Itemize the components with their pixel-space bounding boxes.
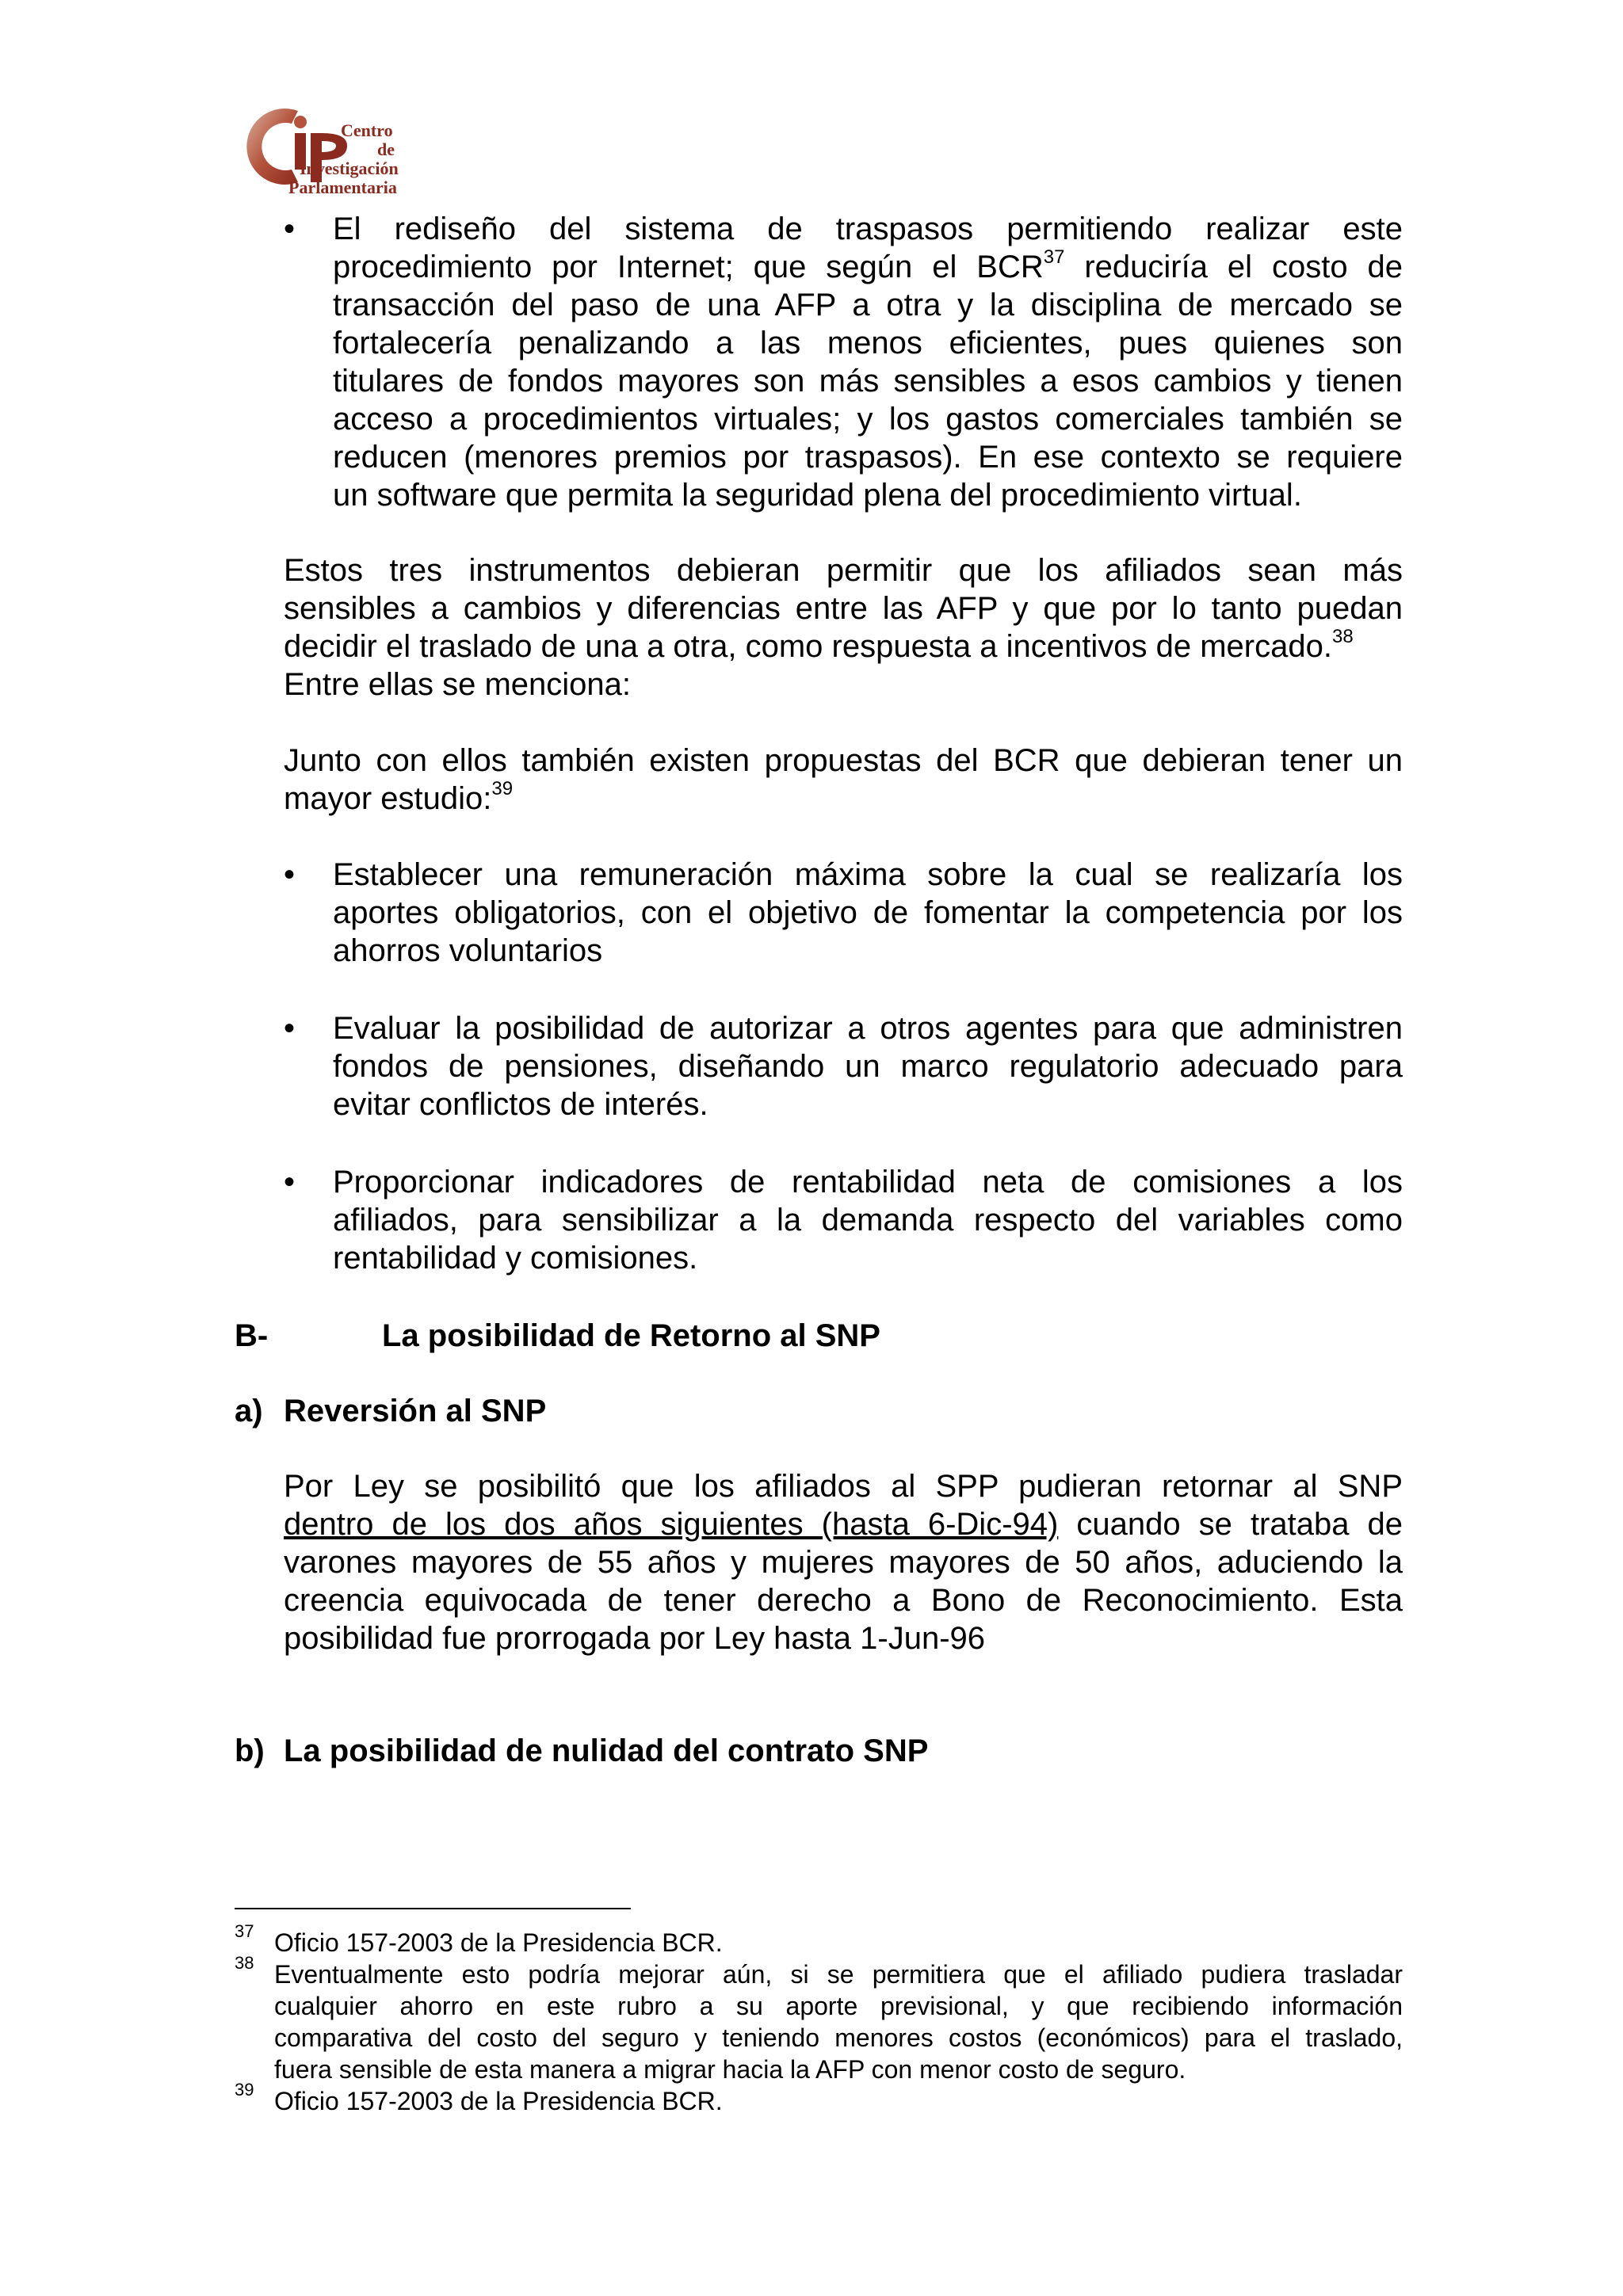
footnote-ref-38[interactable]: 38 <box>1331 626 1354 647</box>
footnote-39 <box>274 2085 1403 2117</box>
footnote-line: cualquier ahorro en este rubro a su aporte previsional, y que recibiendo información <box>274 1992 1403 2020</box>
footnote-number: 39 <box>235 2080 254 2100</box>
logo-text-parlamentaria: Parlamentaria <box>288 177 397 197</box>
text-line: un software que permita la seguridad plena del procedimiento virtual. <box>333 478 1302 513</box>
bullet-marker: • <box>284 212 296 246</box>
footnote-ref-39[interactable]: 39 <box>491 778 514 799</box>
text-line: afiliados, para sensibilizar a la demanda respecto del variables como <box>333 1203 1403 1238</box>
footnote-line: Oficio 157-2003 de la Presidencia BCR. <box>274 2087 723 2115</box>
footnote-line: Oficio 157-2003 de la Presidencia BCR. <box>274 1928 723 1957</box>
text-line: Evaluar la posibilidad de autorizar a otros agentes para que administren <box>333 1011 1403 1046</box>
text-line: Proporcionar indicadores de rentabilidad neta de comisiones a los <box>333 1165 1403 1199</box>
footnote-line: Eventualmente esto podría mejorar aún, si se permitiera que el afiliado pudiera trasladar <box>274 1960 1403 1989</box>
paragraph-propuestas-bcr <box>284 742 1403 818</box>
text-line: procedimiento por Internet; que según el BCR$^{37}$ reduciría el costo de <box>333 246 1403 284</box>
text-line: fortalecería penalizando a las menos eficientes, pues quienes son <box>333 326 1403 360</box>
text-line: ahorros voluntarios <box>333 933 603 968</box>
footnote-38 <box>274 1958 1403 2085</box>
text-line: mayor estudio:$^{39}$ <box>284 778 514 816</box>
paragraph-instrumentos <box>284 551 1403 704</box>
text-line: rentabilidad y comisiones. <box>333 1241 698 1276</box>
subsection-marker: b) <box>235 1733 265 1768</box>
text-line: Establecer una remuneración máxima sobre la cual se realizaría los <box>333 857 1403 892</box>
text-line: fondos de pensiones, diseñando un marco regulatorio adecuado para <box>333 1049 1403 1084</box>
text-line: Entre ellas se menciona: <box>284 667 632 702</box>
text-line: Junto con ellos también existen propuestas del BCR que debieran tener un <box>284 743 1403 778</box>
subsection-title: La posibilidad de nulidad del contrato SNP <box>284 1733 929 1768</box>
logo-text-de: de <box>377 139 395 159</box>
text-line: posibilidad fue prorrogada por Ley hasta 1-Jun-96 <box>284 1621 986 1656</box>
footnote-line: comparativa del costo del seguro y teniendo menores costos (económicos) para el traslado, <box>274 2023 1403 2052</box>
bullet-paragraph-otros-agentes <box>333 1009 1403 1123</box>
bullet-marker: • <box>284 1165 296 1199</box>
text-line: Por Ley se posibilitó que los afiliados al SPP pudieran retornar al SNP <box>284 1469 1403 1504</box>
underlined-text: dentro de los dos años siguientes (hasta 6-Dic-94) <box>284 1507 1059 1542</box>
footnote-number: 38 <box>235 1953 254 1973</box>
bullet-paragraph-remuneracion <box>333 856 1403 970</box>
text-line: varones mayores de 55 años y mujeres mayores de 50 años, aduciendo la <box>284 1545 1403 1580</box>
footnote-line: fuera sensible de esta manera a migrar hacia la AFP con menor costo de seguro. <box>274 2055 1186 2084</box>
text-line: evitar conflictos de interés. <box>333 1087 708 1122</box>
footnote-number: 37 <box>235 1921 254 1941</box>
text-line: acceso a procedimientos virtuales; y los gastos comerciales también se <box>333 402 1403 437</box>
text-line: decidir el traslado de una a otra, como respuesta a incentivos de mercado.$^{38}$ <box>284 626 1354 664</box>
section-title: La posibilidad de Retorno al SNP <box>382 1318 880 1353</box>
footnote-ref-37[interactable]: 37 <box>1043 246 1065 268</box>
logo-text-centro: Centro <box>341 120 393 140</box>
section-marker: B- <box>235 1318 269 1353</box>
paragraph-reversion <box>284 1467 1403 1657</box>
text-line: dentro de los dos años siguientes (hasta 6-Dic-94) cuando se trataba de <box>284 1507 1403 1542</box>
text-line: sensibles a cambios y diferencias entre las AFP y que por lo tanto puedan <box>284 591 1403 626</box>
text-line: titulares de fondos mayores son más sensibles a esos cambios y tienen <box>333 364 1403 399</box>
text-line: transacción del paso de una AFP a otra y la disciplina de mercado se <box>333 288 1403 322</box>
cip-logo <box>236 93 426 204</box>
text-line: reducen (menores premios por traspasos). En ese contexto se requiere <box>333 440 1403 475</box>
footnote-separator <box>235 1908 631 1909</box>
bullet-marker: • <box>284 1011 296 1046</box>
logo-text-investigacion: Investigación <box>300 158 399 178</box>
text-line: creencia equivocada de tener derecho a Bono de Reconocimiento. Esta <box>284 1583 1403 1618</box>
subsection-marker: a) <box>235 1394 263 1428</box>
text-line: El rediseño del sistema de traspasos permitiendo realizar este <box>333 212 1403 246</box>
subsection-title: Reversión al SNP <box>284 1394 547 1428</box>
footnote-37 <box>274 1927 1403 1958</box>
bullet-marker: • <box>284 857 296 892</box>
text-line: Estos tres instrumentos debieran permitir que los afiliados sean más <box>284 553 1403 588</box>
bullet-paragraph-traspasos <box>333 210 1403 514</box>
text-line: aportes obligatorios, con el objetivo de fomentar la competencia por los <box>333 895 1403 930</box>
bullet-paragraph-indicadores <box>333 1163 1403 1277</box>
